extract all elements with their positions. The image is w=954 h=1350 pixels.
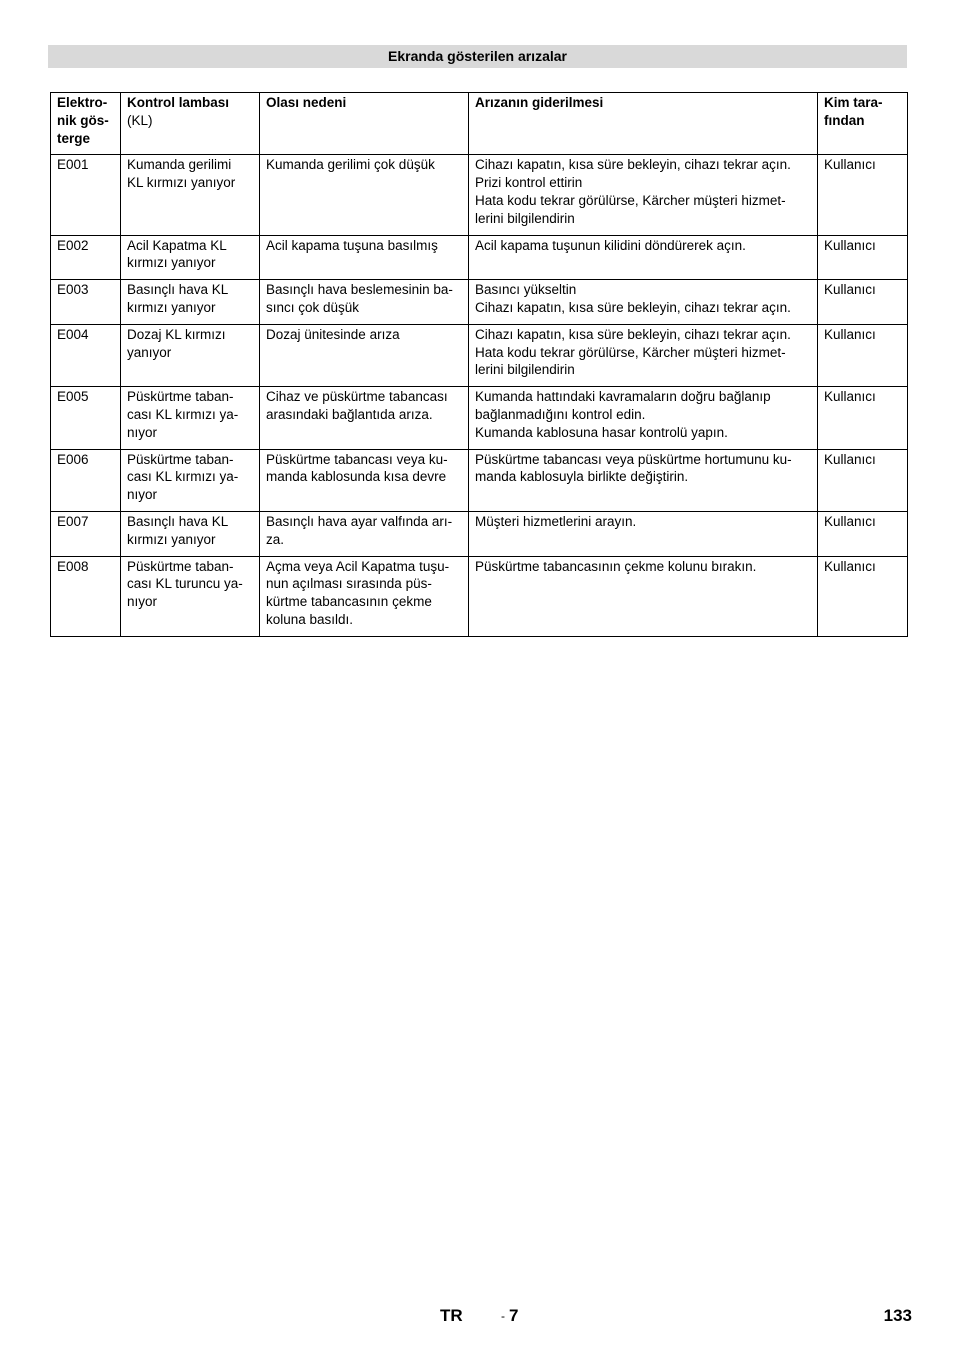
- cell-lamp: [121, 511, 260, 556]
- footer-dash: -: [501, 1309, 505, 1323]
- cell-code: E005: [51, 387, 121, 449]
- cell-line: nıyor: [127, 424, 158, 440]
- cell-code: E001: [51, 155, 121, 235]
- cell-line: za.: [266, 531, 285, 547]
- cell-line: Basınçlı hava ayar valfında arı-: [266, 513, 453, 529]
- cell-cause: [260, 324, 469, 386]
- header-line: Arızanın giderilmesi: [475, 95, 604, 110]
- cell-code: E007: [51, 511, 121, 556]
- header-line: Kontrol lambası: [127, 95, 230, 110]
- cell-line: Püskürtme taban-: [127, 389, 234, 405]
- header-by-whom: [818, 93, 908, 155]
- cell-cause: [260, 556, 469, 636]
- cell-line: Püskürtme taban-: [127, 558, 234, 574]
- cell-remedy: [469, 155, 818, 235]
- cell-remedy: [469, 235, 818, 280]
- cell-cause: [260, 280, 469, 325]
- cell-line: Kumanda kablosuna hasar kontrolü yapın.: [475, 424, 728, 440]
- cell-line: cası KL kırmızı ya-: [127, 469, 239, 485]
- cell-by: Kullanıcı: [818, 556, 908, 636]
- cell-line: nun açılması sırasında püs-: [266, 576, 432, 592]
- cell-line: Açma veya Acil Kapatma tuşu-: [266, 558, 450, 574]
- header-cause: [260, 93, 469, 155]
- cell-cause: [260, 387, 469, 449]
- cell-line: cası KL kırmızı ya-: [127, 406, 239, 422]
- cell-remedy: [469, 324, 818, 386]
- header-display-code: [51, 93, 121, 155]
- cell-line: Cihazı kapatın, kısa süre bekleyin, cihazı tekrar açın.: [475, 299, 791, 315]
- cell-code: E003: [51, 280, 121, 325]
- table-row: [51, 324, 908, 386]
- cell-by: Kullanıcı: [818, 387, 908, 449]
- cell-line: Dozaj KL kırmızı: [127, 326, 226, 342]
- header-line: Olası nedeni: [266, 95, 347, 110]
- cell-lamp: [121, 556, 260, 636]
- header-sub: (KL): [127, 112, 153, 128]
- cell-remedy: [469, 556, 818, 636]
- cell-line: lerini bilgilendirin: [475, 210, 575, 226]
- cell-lamp: [121, 235, 260, 280]
- cell-line: Kumanda gerilimi çok düşük: [266, 157, 435, 173]
- cell-line: Cihazı kapatın, kısa süre bekleyin, cihazı tekrar açın.: [475, 326, 791, 342]
- cell-code: E008: [51, 556, 121, 636]
- cell-by: Kullanıcı: [818, 280, 908, 325]
- cell-line: Basınçlı hava beslemesinin ba-: [266, 282, 453, 298]
- cell-line: cası KL turuncu ya-: [127, 576, 243, 592]
- cell-line: kırmızı yanıyor: [127, 299, 216, 315]
- cell-line: arasındaki bağlantıda arıza.: [266, 406, 433, 422]
- cell-by: Kullanıcı: [818, 449, 908, 511]
- cell-line: manda kablosuyla birlikte değiştirin.: [475, 469, 689, 485]
- header-line: terge: [57, 130, 91, 146]
- cell-by: Kullanıcı: [818, 511, 908, 556]
- footer-section-page: 7: [509, 1306, 519, 1325]
- cell-line: Kumanda hattındaki kavramaların doğru bağlanıp: [475, 389, 771, 405]
- cell-line: Kumanda gerilimi: [127, 157, 232, 173]
- cell-line: Basınçlı hava KL: [127, 282, 229, 298]
- cell-code: E004: [51, 324, 121, 386]
- table-row: [51, 556, 908, 636]
- cell-line: manda kablosunda kısa devre: [266, 469, 447, 485]
- cell-line: nıyor: [127, 487, 158, 503]
- header-remedy: [469, 93, 818, 155]
- cell-cause: [260, 449, 469, 511]
- cell-cause: [260, 155, 469, 235]
- section-title: Ekranda gösterilen arızalar: [48, 45, 907, 68]
- header-line: Elektro-: [57, 95, 108, 110]
- cell-remedy: [469, 387, 818, 449]
- cell-line: kırmızı yanıyor: [127, 531, 216, 547]
- cell-line: Cihazı kapatın, kısa süre bekleyin, cihazı tekrar açın.: [475, 157, 791, 173]
- footer-page-number: 133: [883, 1306, 912, 1325]
- table-row: [51, 155, 908, 235]
- cell-line: Dozaj ünitesinde arıza: [266, 326, 400, 342]
- cell-remedy: [469, 449, 818, 511]
- cell-lamp: [121, 155, 260, 235]
- header-line: fından: [824, 112, 865, 128]
- cell-line: Acil Kapatma KL: [127, 237, 227, 253]
- cell-line: nıyor: [127, 594, 158, 610]
- cell-cause: [260, 511, 469, 556]
- cell-line: Acil kapama tuşunun kilidini döndürerek açın.: [475, 237, 746, 253]
- cell-line: bağlanmadığını kontrol edin.: [475, 406, 646, 422]
- cell-by: Kullanıcı: [818, 155, 908, 235]
- table-row: [51, 449, 908, 511]
- cell-lamp: [121, 280, 260, 325]
- table-row: [51, 387, 908, 449]
- cell-cause: [260, 235, 469, 280]
- cell-lamp: [121, 324, 260, 386]
- table-row: [51, 511, 908, 556]
- cell-line: Acil kapama tuşuna basılmış: [266, 237, 438, 253]
- cell-line: Cihaz ve püskürtme tabancası: [266, 389, 448, 405]
- cell-line: koluna basıldı.: [266, 611, 354, 627]
- cell-line: Püskürtme tabancası veya püskürtme hortumunu ku-: [475, 451, 792, 467]
- cell-code: E006: [51, 449, 121, 511]
- cell-line: KL kırmızı yanıyor: [127, 175, 236, 191]
- header-control-lamp: [121, 93, 260, 155]
- cell-line: Hata kodu tekrar görülürse, Kärcher müşteri hizmet-: [475, 192, 786, 208]
- cell-by: Kullanıcı: [818, 235, 908, 280]
- fault-table: [50, 92, 908, 637]
- cell-line: Basıncı yükseltin: [475, 282, 577, 298]
- table-header-row: [51, 93, 908, 155]
- header-line: Kim tara-: [824, 95, 883, 110]
- header-line: nik gös-: [57, 112, 109, 128]
- cell-lamp: [121, 449, 260, 511]
- cell-by: Kullanıcı: [818, 324, 908, 386]
- table-row: [51, 280, 908, 325]
- cell-line: kürtme tabancasının çekme: [266, 594, 432, 610]
- cell-line: Basınçlı hava KL: [127, 513, 229, 529]
- cell-code: E002: [51, 235, 121, 280]
- cell-line: sıncı çok düşük: [266, 299, 360, 315]
- footer-language: TR: [440, 1306, 463, 1325]
- cell-line: Prizi kontrol ettirin: [475, 175, 583, 191]
- cell-line: Püskürtme taban-: [127, 451, 234, 467]
- cell-line: Müşteri hizmetlerini arayın.: [475, 513, 637, 529]
- cell-line: Püskürtme tabancası veya ku-: [266, 451, 448, 467]
- cell-line: Hata kodu tekrar görülürse, Kärcher müşteri hizmet-: [475, 344, 786, 360]
- table-row: [51, 235, 908, 280]
- cell-line: yanıyor: [127, 344, 172, 360]
- cell-line: lerini bilgilendirin: [475, 362, 575, 378]
- cell-lamp: [121, 387, 260, 449]
- cell-remedy: [469, 280, 818, 325]
- cell-line: kırmızı yanıyor: [127, 255, 216, 271]
- cell-remedy: [469, 511, 818, 556]
- cell-line: Püskürtme tabancasının çekme kolunu bırakın.: [475, 558, 757, 574]
